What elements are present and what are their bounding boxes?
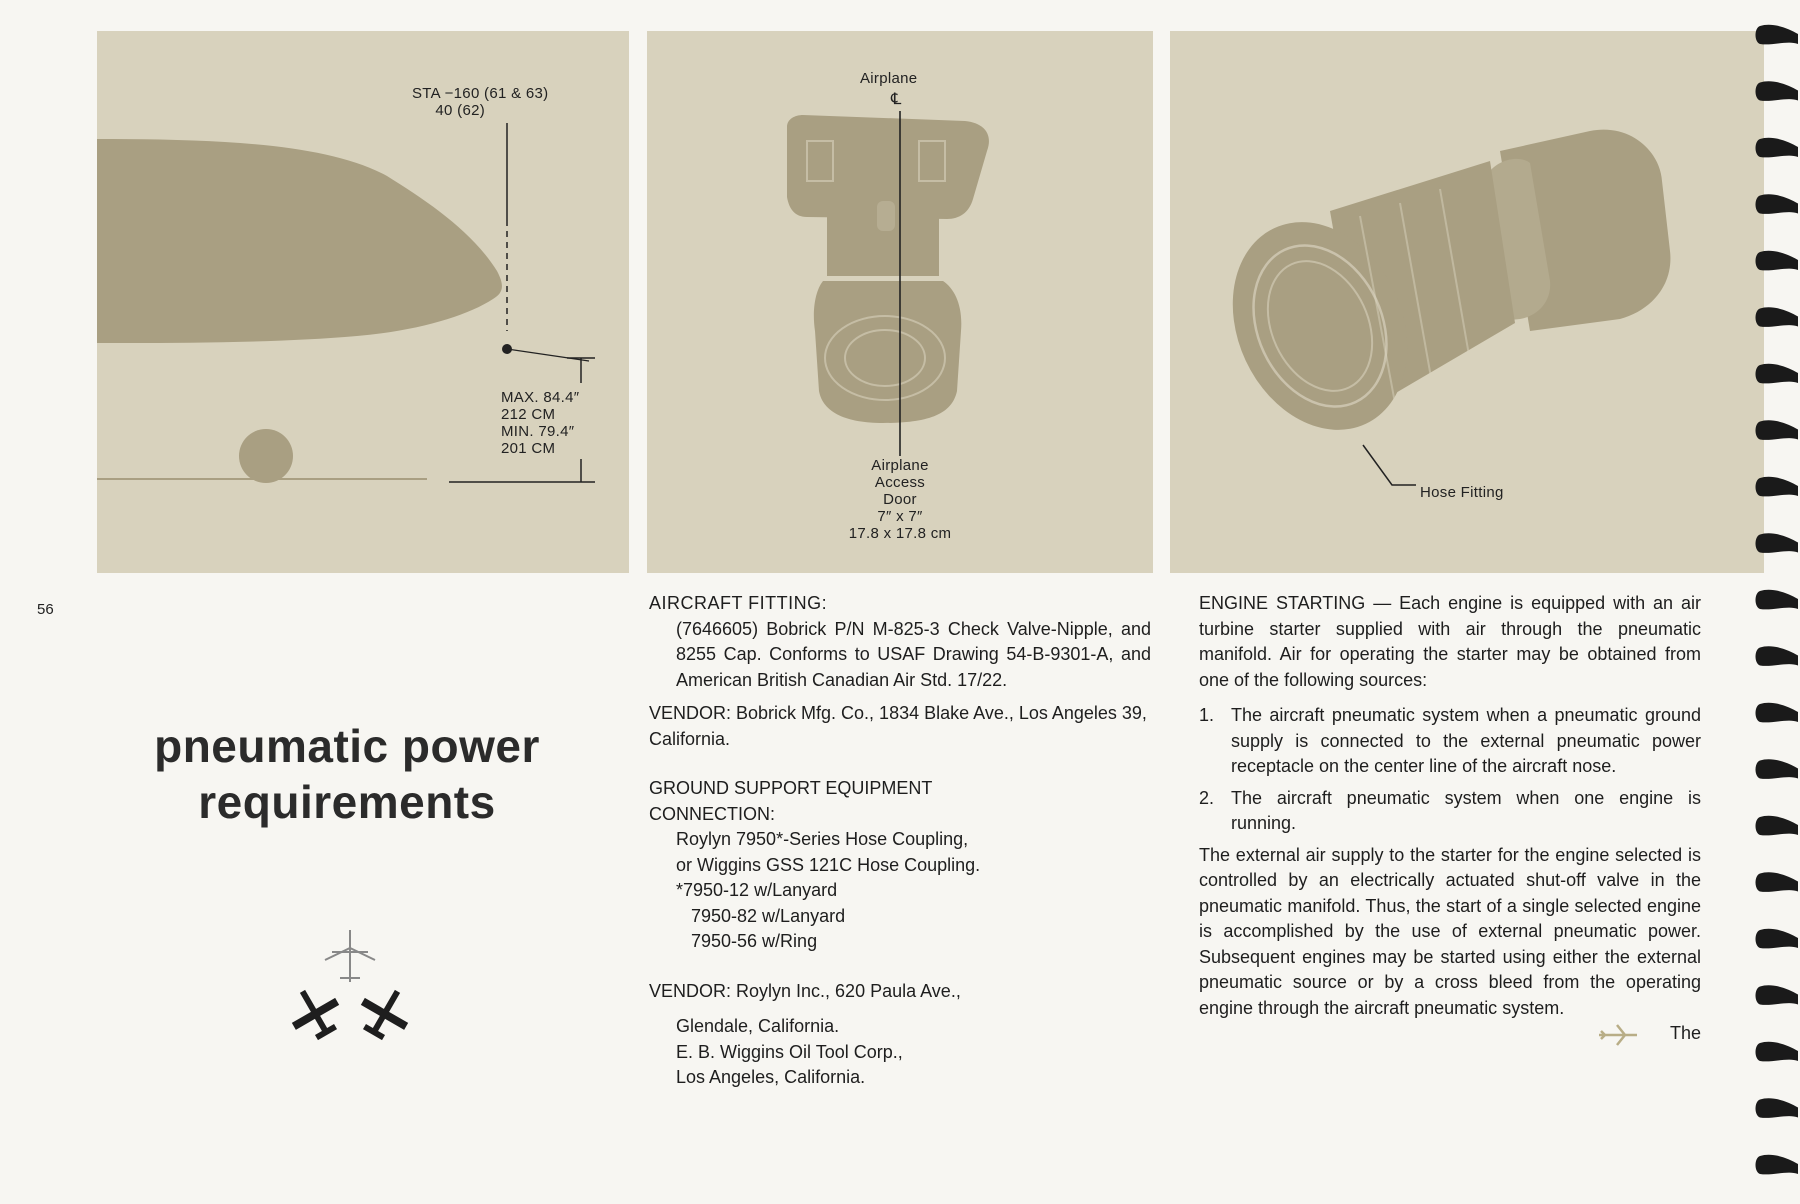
spiral-coil xyxy=(1756,138,1799,158)
aircraft-fitting-body: (7646605) Bobrick P/N M-825-3 Check Valve-Nipple, and 8255 Cap. Conforms to USAF Drawing 54-B-9301-A, and American British Canadian Air Std. 17/22. xyxy=(676,618,1151,690)
vendor-bobrick: VENDOR: Bobrick Mfg. Co., 1834 Blake Ave., Los Angeles 39, California. xyxy=(649,703,1147,749)
access-label-line-4: 7″ x 7″ xyxy=(877,508,923,525)
spiral-coil xyxy=(1756,307,1799,327)
gse-heading-line-1: GROUND SUPPORT EQUIPMENT xyxy=(649,778,933,798)
page-title xyxy=(97,718,597,830)
access-label-line-2: Access xyxy=(874,474,926,491)
source-item-2-number: 2. xyxy=(1199,787,1215,808)
spiral-coil xyxy=(1756,477,1799,497)
airplane-end-mark-icon xyxy=(1597,1023,1639,1047)
station-label-line-2: 40 (62) xyxy=(435,102,486,119)
spiral-coil xyxy=(1756,985,1799,1005)
hose-fitting-panel xyxy=(1170,31,1764,573)
vendor-2-line-1: Glendale, California. xyxy=(676,1016,840,1036)
spiral-coil xyxy=(1756,251,1799,271)
spiral-coil xyxy=(1756,1155,1799,1175)
vendor-roylyn: VENDOR: Roylyn Inc., 620 Paula Ave., xyxy=(649,980,961,1001)
paragraph-end-row xyxy=(1199,1021,1701,1049)
spiral-coil xyxy=(1756,420,1799,440)
access-label-line-5: 17.8 x 17.8 cm xyxy=(848,525,952,542)
spiral-coil xyxy=(1756,533,1799,553)
spiral-coil xyxy=(1756,1042,1799,1062)
height-label xyxy=(501,389,579,457)
middle-text-column xyxy=(649,591,1151,1091)
gse-line-2: or Wiggins GSS 121C Hose Coupling. xyxy=(676,854,981,875)
hose-fitting-callout: Hose Fitting xyxy=(1420,484,1504,501)
page-title-line-1: pneumatic power xyxy=(154,720,540,772)
spiral-coil xyxy=(1756,929,1799,949)
external-air-paragraph: The external air supply to the starter for the engine selected is controlled by an electrically actuated shut-off valve in the pneumatic manifold. Thus, the start of a single selected engine is accomplished by the use of external pneumatic power. Subsequent engines may be started using either the external pneumatic source or by a cross bleed from the operating engine through the aircraft pneumatic system. xyxy=(1199,844,1701,1018)
gse-heading-line-2: CONNECTION: xyxy=(649,803,775,824)
vendor-2-line-3: Los Angeles, California. xyxy=(676,1067,866,1087)
airplane-top-label: Airplane xyxy=(860,70,918,87)
gse-line-1: Roylyn 7950*-Series Hose Coupling, xyxy=(676,829,969,849)
spiral-coil xyxy=(1756,759,1799,779)
access-door-label xyxy=(825,457,975,542)
spiral-coil xyxy=(1756,816,1799,836)
access-label-line-3: Door xyxy=(883,491,917,508)
height-min-cm: 201 CM xyxy=(501,440,556,457)
gse-sub-line-2: 7950-82 w/Lanyard xyxy=(691,905,846,926)
gse-sub-line-1: *7950-12 w/Lanyard xyxy=(676,880,838,900)
spiral-coil xyxy=(1756,194,1799,214)
spiral-coil xyxy=(1756,364,1799,384)
source-item-1-number: 1. xyxy=(1199,705,1215,725)
height-max-cm: 212 CM xyxy=(501,406,556,423)
right-text-column xyxy=(1199,591,1701,1049)
height-min-in: MIN. 79.4″ xyxy=(501,423,575,440)
nose-silhouette-diagram xyxy=(97,31,629,573)
continued-word: The xyxy=(1669,1023,1701,1043)
gse-sub-line-3: 7950-56 w/Ring xyxy=(691,931,818,951)
spiral-coil xyxy=(1756,25,1799,45)
source-item-2 xyxy=(1199,786,1701,837)
spiral-coil xyxy=(1756,81,1799,101)
height-max-in: MAX. 84.4″ xyxy=(501,389,580,406)
spiral-coil xyxy=(1756,1098,1799,1118)
station-label-line-1: STA −160 (61 & 63) xyxy=(412,85,549,102)
aircraft-fitting-heading: AIRCRAFT FITTING: xyxy=(649,593,828,613)
vendor-2-line-2: E. B. Wiggins Oil Tool Corp., xyxy=(676,1041,903,1062)
nose-height-panel xyxy=(97,31,629,573)
spiral-coil xyxy=(1756,590,1799,610)
source-item-2-text: The aircraft pneumatic system when one engine is running. xyxy=(1231,787,1701,833)
access-label-line-1: Airplane xyxy=(871,457,929,474)
spiral-binding xyxy=(1752,0,1800,1204)
spiral-coil xyxy=(1756,703,1799,723)
source-item-1 xyxy=(1199,703,1701,780)
spiral-coil xyxy=(1756,872,1799,892)
source-item-1-text: The aircraft pneumatic system when a pneumatic ground supply is connected to the external pneumatic power receptacle on the center line of the aircraft nose. xyxy=(1231,705,1701,776)
centerline-symbol: ℄ xyxy=(891,91,902,108)
airplanes-logo-icon xyxy=(280,922,420,1042)
page-number: 56 xyxy=(37,601,54,618)
spiral-coil xyxy=(1756,646,1799,666)
page-title-line-2: requirements xyxy=(198,776,496,828)
engine-starting-intro: ENGINE STARTING — Each engine is equipped with an air turbine starter supplied with air through the pneumatic manifold. Air for operating the starter may be obtained from one of the following sources: xyxy=(1199,593,1701,690)
access-door-panel xyxy=(647,31,1153,573)
station-label xyxy=(412,85,548,119)
